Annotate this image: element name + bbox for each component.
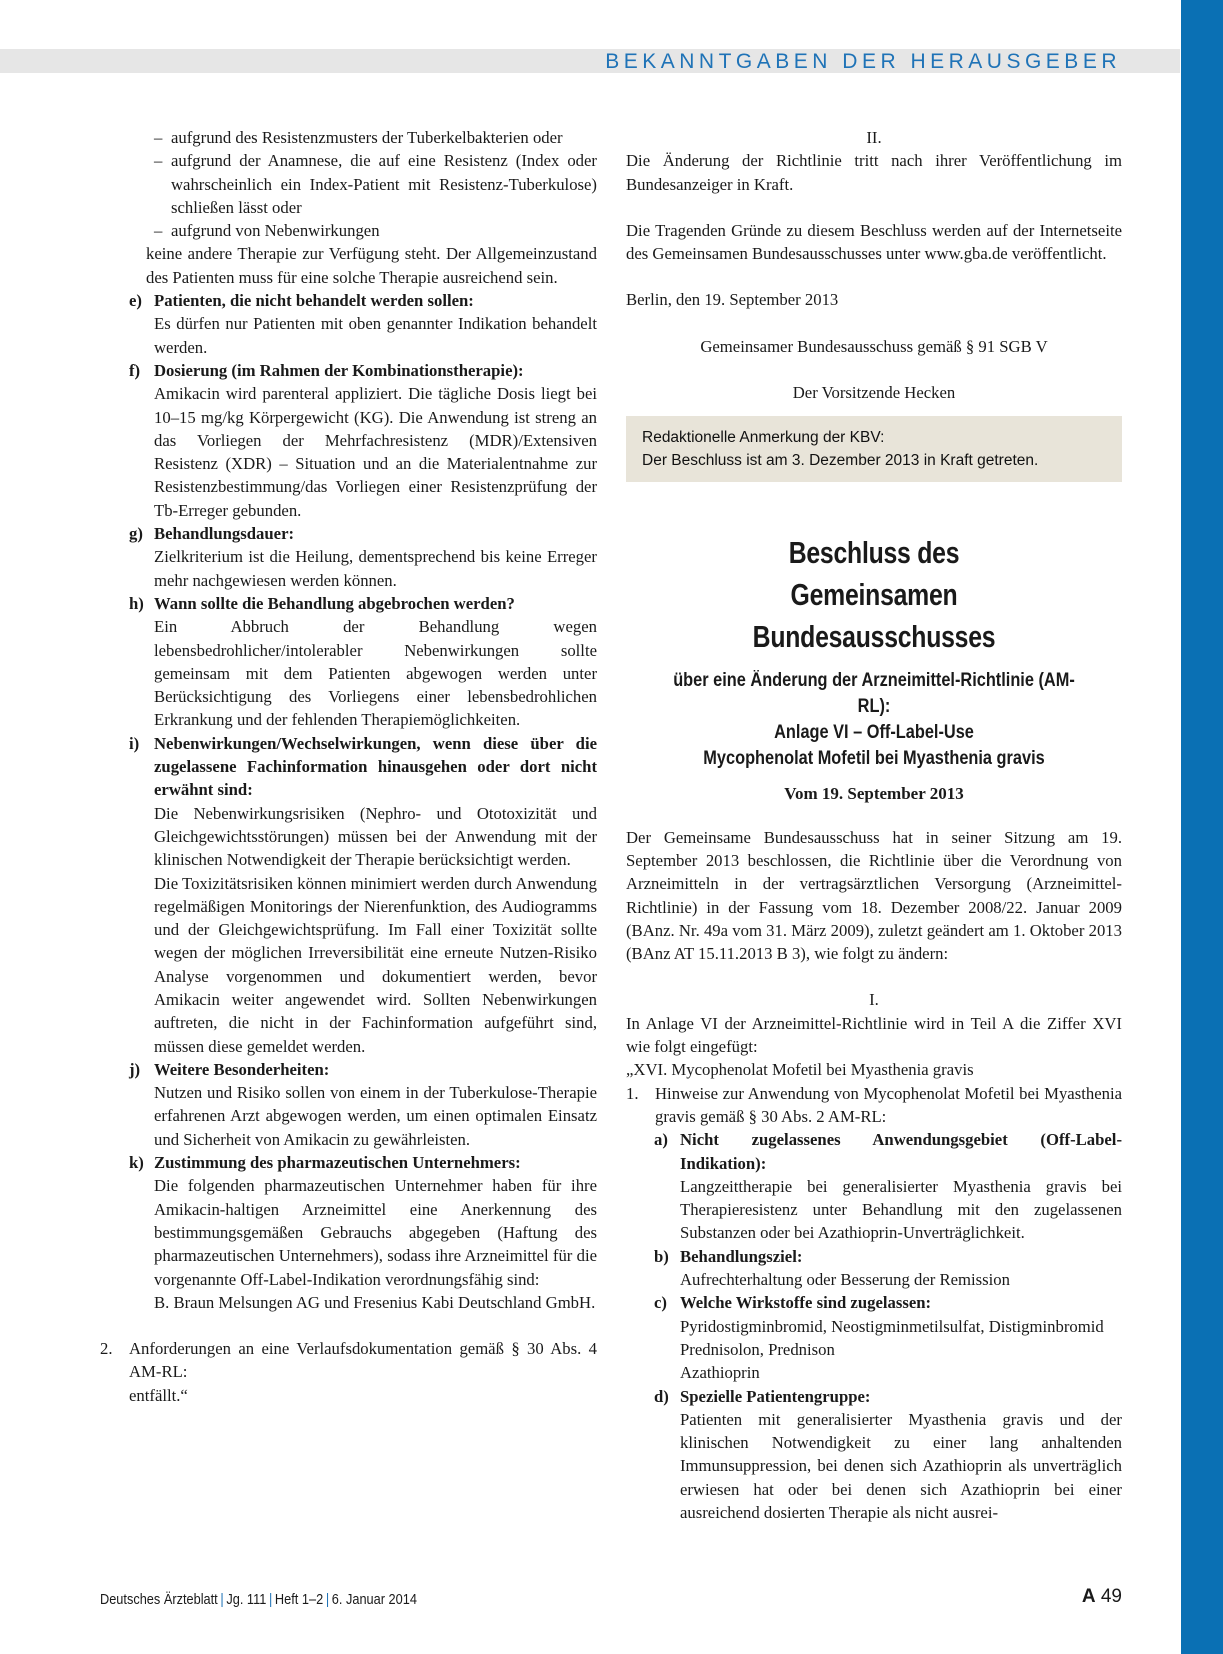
- note-line: Redaktionelle Anmerkung der KBV:: [642, 429, 885, 447]
- item-heading: Nicht zugelassenes Anwendungsgebiet (Off-Label-Indikation):: [680, 1130, 1122, 1173]
- list-item-d: [626, 1385, 1122, 1525]
- item-marker: d): [654, 1386, 669, 1406]
- item-text: Nutzen und Risiko sollen von einem in der Tuberkulose-Therapie erfahrenen Arzt abgewogen werden, um einen optimalen Einsatz und Sicherheit von Amikacin zu gewährleisten.: [154, 1083, 597, 1149]
- page-prefix: A: [1081, 1586, 1096, 1607]
- item-marker: f): [129, 360, 141, 380]
- subtitle-line: Anlage VI – Off-Label-Use: [774, 722, 974, 744]
- list-item: – aufgrund des Resistenzmusters der Tuberkelbakterien oder: [154, 128, 563, 147]
- list-item-text: aufgrund der Anamnese, die auf eine Resistenz (Index oder wahrscheinlich ein Index-Patient mit Resistenz-Tuberkulose) schließen lässt oder: [171, 151, 597, 217]
- item-text: entfällt.“: [129, 1385, 188, 1405]
- paragraph: keine andere Therapie zur Verfügung steht. Der Allgemeinzustand des Patienten muss für eine solche Therapie ausreichend sein.: [146, 244, 597, 287]
- side-accent-strip: [1181, 0, 1223, 1654]
- journal-date: 6. Januar 2014: [331, 1592, 417, 1608]
- item-heading: Welche Wirkstoffe sind zugelassen:: [680, 1293, 932, 1313]
- item-heading: Dosierung (im Rahmen der Kombinationstherapie):: [154, 360, 524, 380]
- list-item-f: [100, 359, 597, 522]
- list-item-a: [626, 1128, 1122, 1244]
- item-text: B. Braun Melsungen AG und Fresenius Kabi Deutschland GmbH.: [154, 1292, 596, 1312]
- page-number-value: 49: [1100, 1586, 1122, 1607]
- page-number: [1082, 1586, 1122, 1608]
- decision-date: Vom 19. September 2013: [784, 784, 964, 804]
- item-marker: j): [129, 1059, 141, 1079]
- item-marker: h): [129, 593, 144, 613]
- item-text: Es dürfen nur Patienten mit oben genannter Indikation behandelt werden.: [154, 314, 597, 357]
- list-item-j: [100, 1058, 597, 1151]
- list-item-k: [100, 1151, 597, 1314]
- item-marker: 1.: [626, 1083, 639, 1103]
- document-title: [676, 532, 1073, 658]
- subtitle-line: über eine Änderung der Arzneimittel-Richtlinie (AM-RL):: [673, 670, 1075, 718]
- item-text: Ein Abbruch der Behandlung wegen lebensbedrohlicher/intolerabler Nebenwirkungen sollte gemeinsam mit dem Patienten abgewogen werden unter Berücksichtigung des Vorliegens einer lebensbedrohlichen Erkrankung und der fehlenden Therapiemöglichkeiten.: [154, 617, 597, 730]
- numbered-item-1: [626, 1082, 1122, 1129]
- item-text: Anforderungen an eine Verlaufsdokumentation gemäß § 30 Abs. 4 AM-RL:: [129, 1339, 597, 1382]
- paragraph: „XVI. Mycophenolat Mofetil bei Myasthenia gravis: [626, 1060, 974, 1080]
- organization: Gemeinsamer Bundesausschuss gemäß § 91 SGB V: [700, 336, 1048, 356]
- title-line: Beschluss des: [788, 535, 960, 571]
- section-number: II.: [866, 128, 882, 147]
- left-column: [100, 126, 597, 1407]
- item-heading: Nebenwirkungen/Wechselwirkungen, wenn diese über die zugelassene Fachinformation hinausgehen oder dort nicht erwähnt sind:: [154, 733, 597, 800]
- list-item-i: [100, 732, 597, 1058]
- item-text: Zielkriterium ist die Heilung, dementsprechend bis keine Erreger mehr nachgewiesen werden können.: [154, 547, 597, 590]
- item-heading: Wann sollte die Behandlung abgebrochen werden?: [154, 593, 515, 613]
- item-marker: c): [654, 1293, 667, 1313]
- paragraph: Die Änderung der Richtlinie tritt nach ihrer Veröffentlichung im Bundesanzeiger in Kraft.: [626, 151, 1122, 194]
- list-item-g: [100, 522, 597, 592]
- paragraph: Der Gemeinsame Bundesausschuss hat in seiner Sitzung am 19. September 2013 beschlossen, die Richtlinie über die Verordnung von Arzneimitteln in der vertragsärztlichen Versorgung (Arzneimittel-Richtlinie) in der Fassung vom 18. Dezember 2008/22. Januar 2009 (BAnz. Nr. 49a vom 31. März 2009), zuletzt geändert am 1. Oktober 2013 (BAnz AT 15.11.2013 B 3), wie folgt zu ändern:: [626, 827, 1122, 964]
- list-item-c: [626, 1291, 1122, 1384]
- paragraph: In Anlage VI der Arzneimittel-Richtlinie wird in Teil A die Ziffer XVI wie folgt eingefügt:: [626, 1013, 1122, 1057]
- item-text: Azathioprin: [680, 1363, 760, 1383]
- item-text: Pyridostigminbromid, Neostigminmetilsulfat, Distigminbromid: [680, 1316, 1104, 1336]
- footer-citation: Deutsches Ärzteblatt | Jg. 111 | Heft 1–2 | 6. Januar 2014: [100, 1592, 417, 1608]
- list-item-text: aufgrund von Nebenwirkungen: [171, 221, 380, 241]
- note-line: Der Beschluss ist am 3. Dezember 2013 in Kraft getreten.: [642, 452, 1039, 470]
- list-item-b: [626, 1245, 1122, 1292]
- item-heading: Behandlungsziel:: [680, 1246, 803, 1266]
- list-item-h: [100, 592, 597, 732]
- item-text: Hinweise zur Anwendung von Mycophenolat Mofetil bei Myasthenia gravis gemäß § 30 Abs. 2 AM-RL:: [655, 1083, 1122, 1126]
- item-heading: Weitere Besonderheiten:: [154, 1059, 330, 1079]
- item-marker: i): [129, 733, 140, 753]
- editorial-note: [626, 416, 1122, 482]
- journal-volume: Jg. 111: [226, 1592, 267, 1608]
- item-text: Langzeittherapie bei generalisierter Myasthenia gravis bei Therapieresistenz unter Behandlung mit den zugelassenen Substanzen oder bei Azathioprin-Unverträglichkeit.: [680, 1176, 1122, 1243]
- item-heading: Patienten, die nicht behandelt werden sollen:: [154, 291, 474, 311]
- list-item-text: aufgrund des Resistenzmusters der Tuberkelbakterien oder: [171, 128, 563, 147]
- section-number: I.: [869, 990, 879, 1010]
- list-item: – aufgrund der Anamnese, die auf eine Resistenz (Index oder wahrscheinlich ein Index-Patient mit Resistenz-Tuberkulose) schließen lässt oder: [154, 151, 597, 217]
- journal-name: Deutsches Ärzteblatt: [100, 1592, 218, 1608]
- place-date: Berlin, den 19. September 2013: [626, 290, 839, 310]
- item-text: Die Nebenwirkungsrisiken (Nephro- und Ototoxizität und Gleichgewichtsstörungen) müssen bei der Anwendung mit der klinischen Notwendigkeit der Therapie berücksichtigt werden.: [154, 803, 597, 870]
- item-heading: Spezielle Patientengruppe:: [680, 1386, 871, 1406]
- subtitle-line: Mycophenolat Mofetil bei Myasthenia gravis: [703, 748, 1045, 770]
- paragraph: Die Tragenden Gründe zu diesem Beschluss werden auf der Internetseite des Gemeinsamen Bundesausschusses unter www.gba.de veröffentlicht.: [626, 220, 1122, 264]
- item-marker: g): [129, 524, 143, 544]
- title-line: Gemeinsamen Bundesausschusses: [752, 577, 996, 655]
- section-title: BEKANNTGABEN DER HERAUSGEBER: [605, 50, 1121, 73]
- item-text: Aufrechterhaltung oder Besserung der Remission: [680, 1270, 1010, 1290]
- item-heading: Zustimmung des pharmazeutischen Unternehmers:: [154, 1153, 521, 1173]
- chairman: Der Vorsitzende Hecken: [792, 383, 956, 403]
- item-marker: b): [654, 1246, 669, 1266]
- journal-issue: Heft 1–2: [274, 1592, 324, 1608]
- item-marker: a): [654, 1130, 668, 1150]
- numbered-item-2: [100, 1337, 597, 1407]
- item-marker: e): [129, 291, 142, 311]
- item-text: Prednisolon, Prednison: [680, 1339, 835, 1359]
- item-marker: 2.: [100, 1339, 113, 1359]
- item-text: Amikacin wird parenteral appliziert. Die tägliche Dosis liegt bei 10–15 mg/kg Körpergewicht (KG). Die Anwendung ist streng an das Vorliegen der Mehrfachresistenz (MDR)/Extensiven Resistenz (XDR) – Situation und an die Materialentnahme zur Resistenzbestimmung/das Vorliegen einer Resistenzprüfung der Tb-Erreger gebunden.: [154, 384, 597, 520]
- right-column: [626, 126, 1122, 1524]
- item-marker: k): [129, 1153, 144, 1173]
- item-heading: Behandlungsdauer:: [154, 524, 295, 544]
- document-subtitle: [661, 668, 1088, 772]
- item-text: Die Toxizitätsrisiken können minimiert werden durch Anwendung regelmäßigen Monitorings der Nierenfunktion, des Audiogramms und der Gleichgewichtsprüfung. Im Fall einer Toxizität sollte wegen der möglichen Irreversibilität eine erneute Nutzen-Risiko Analyse vorgenommen und dokumentiert werden, bevor Amikacin weiter angewendet wird. Sollten Nebenwirkungen auftreten, die nicht in der Fachinformation aufgeführt sind, müssen diese gemeldet werden.: [154, 873, 597, 1056]
- item-text: Patienten mit generalisierter Myasthenia gravis und der klinischen Notwendigkeit zu einer lang anhaltenden Immunsuppression, bei denen sich Azathioprin als unverträglich erwiesen hat oder bei denen sich Azathioprin bei einer ausreichend dosierten Therapie als nicht ausrei-: [680, 1409, 1122, 1522]
- list-item-e: [100, 289, 597, 359]
- item-text: Die folgenden pharmazeutischen Unternehmer haben für ihre Amikacin-haltigen Arzneimittel eine Anerkennung des bestimmungsgemäßen Gebrauchs abgegeben (Haftung des pharmazeutischen Unternehmers), sodass ihre Arzneimittel für die vorgenannte Off-Label-Indikation verordnungsfähig sind:: [154, 1176, 597, 1289]
- list-item: – aufgrund von Nebenwirkungen: [154, 221, 380, 241]
